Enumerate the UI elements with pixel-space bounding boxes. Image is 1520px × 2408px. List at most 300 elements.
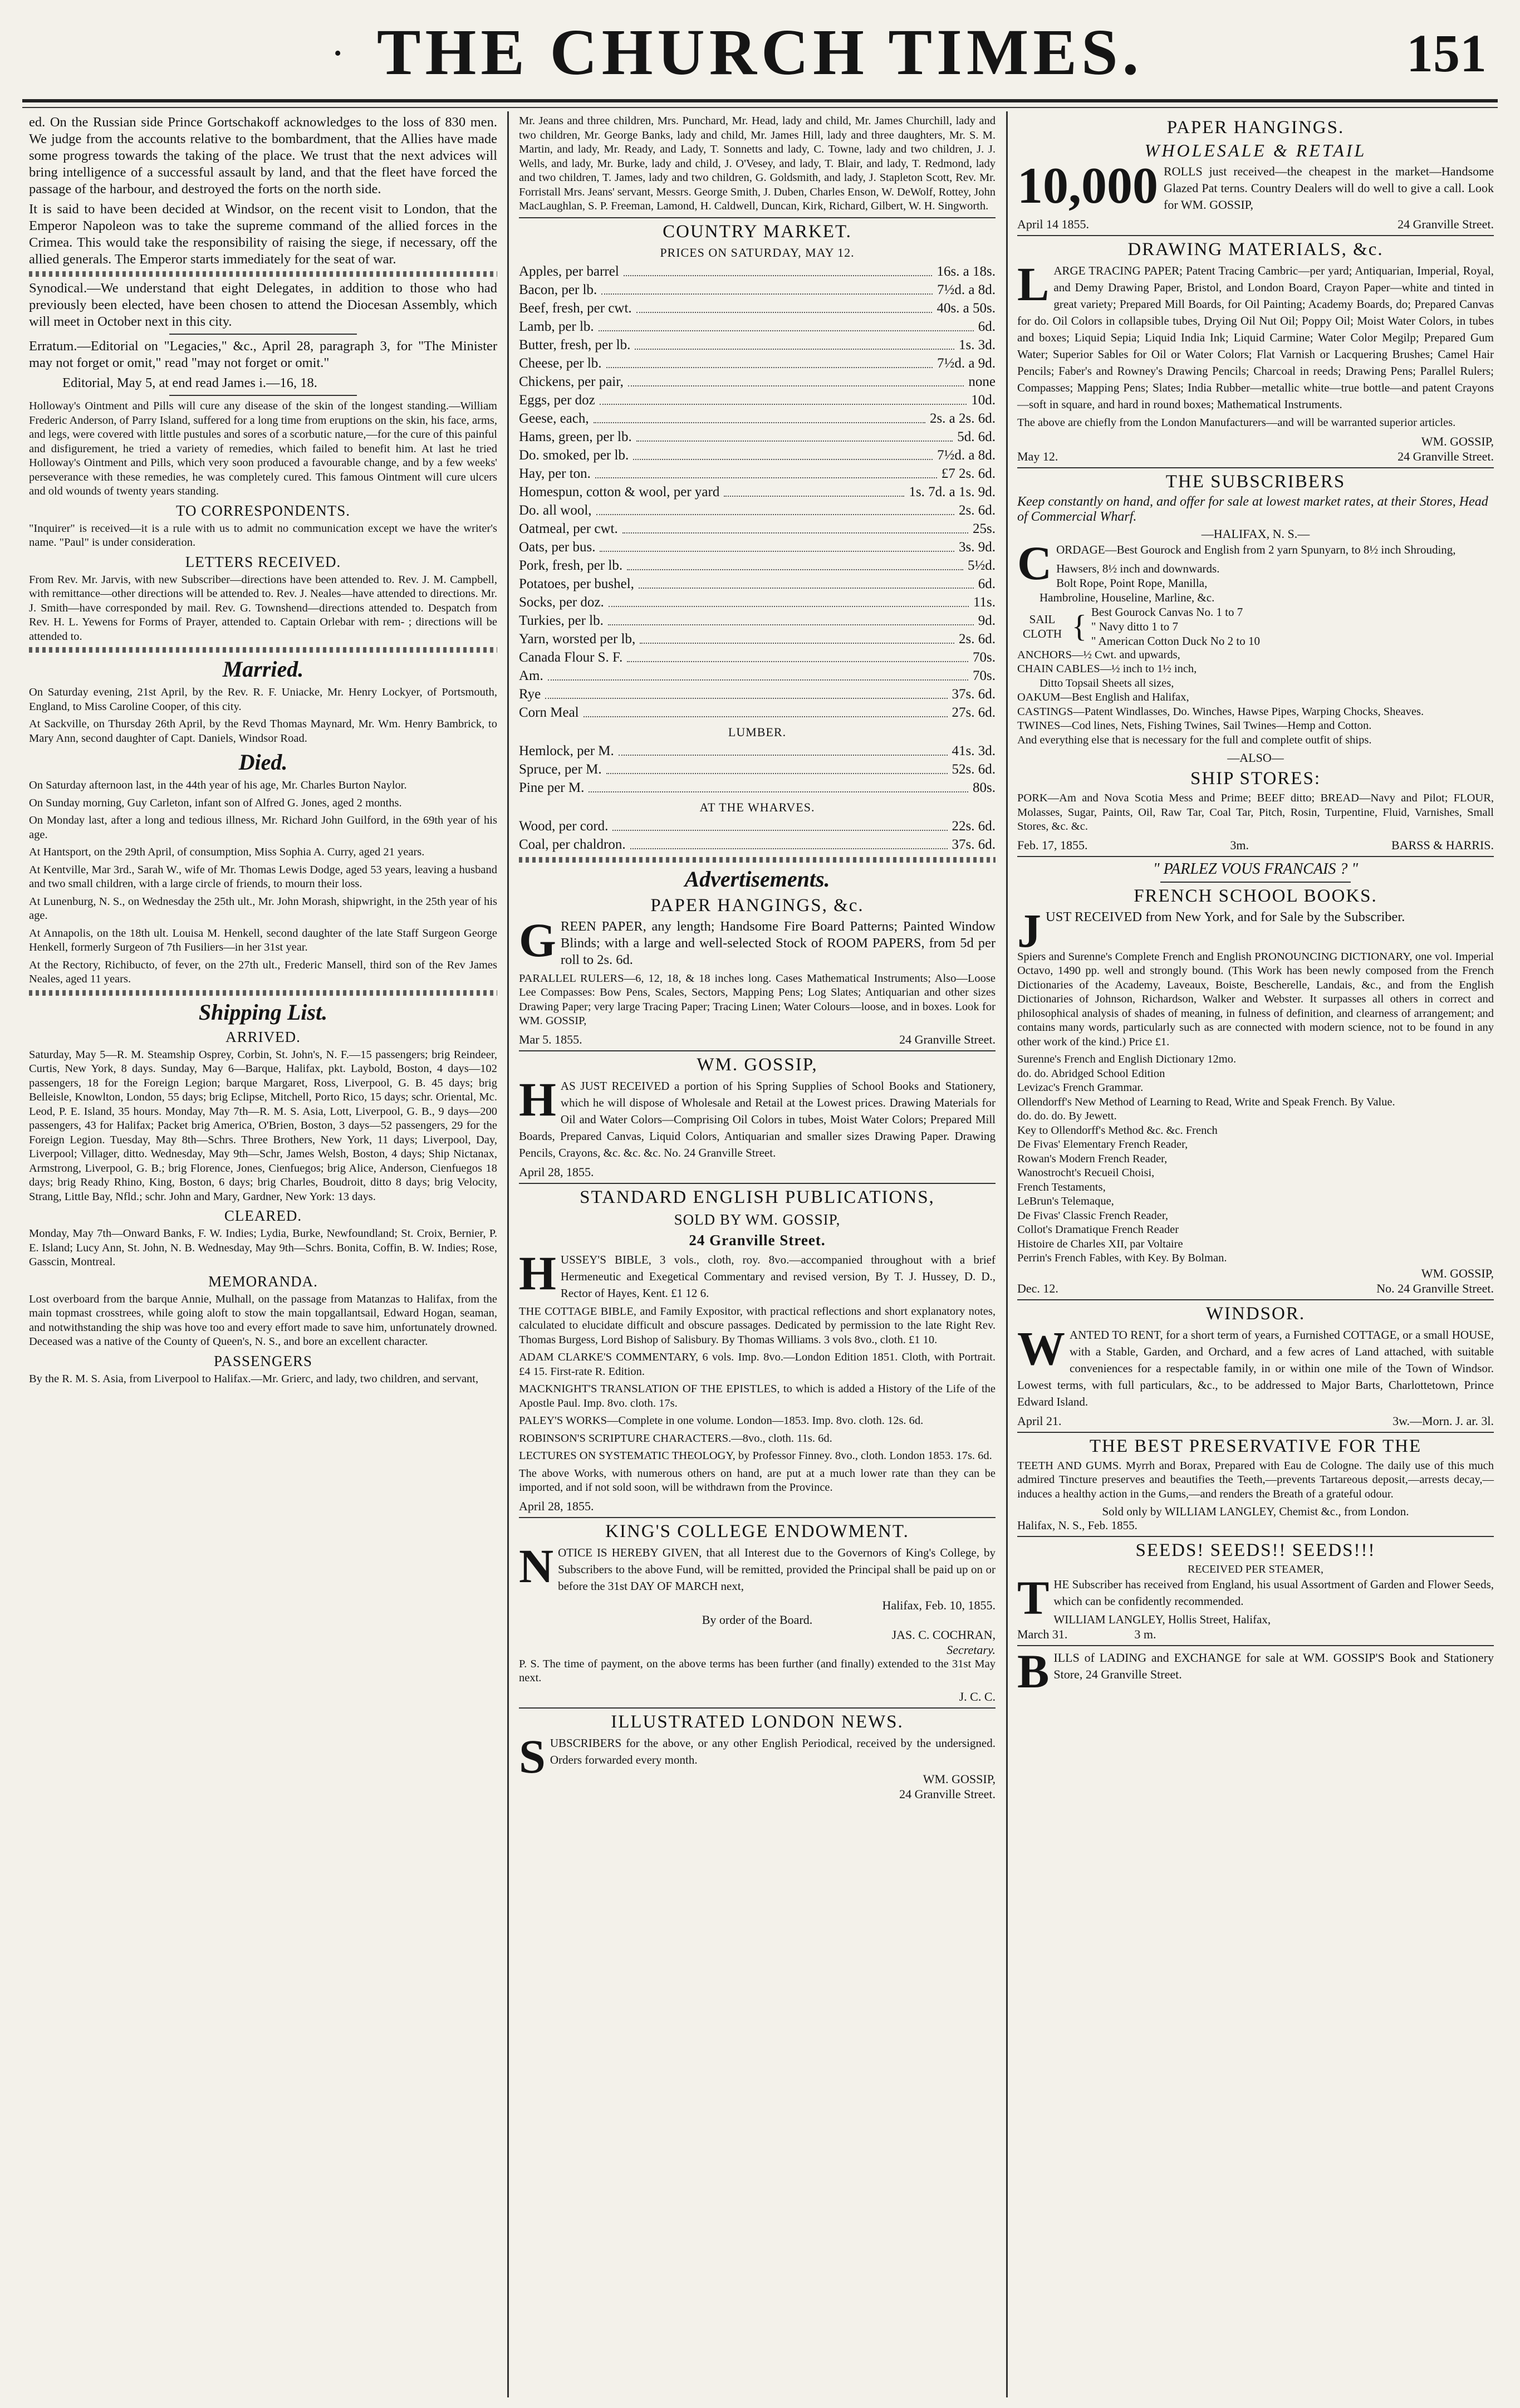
- lumber-heading: LUMBER.: [728, 725, 787, 739]
- price-row: [519, 354, 996, 373]
- leader-dots: [640, 630, 954, 644]
- subscribers-intro: Keep constantly on hand, and offer for sale at lowest market rates, at their Stores, Head of Commercial Wharf.: [1017, 494, 1488, 524]
- leader-dots: [619, 742, 948, 756]
- leader-dots: [601, 281, 933, 295]
- passengers-text: By the R. M. S. Asia, from Liverpool to Halifax.—Mr. Grierc, and lady, two children, and servant,: [29, 1372, 479, 1385]
- column-3: [1011, 114, 1501, 2395]
- memoranda-heading: MEMORANDA.: [208, 1272, 318, 1290]
- leader-dots: [627, 556, 963, 570]
- price-item: Hay, per ton.: [519, 466, 591, 481]
- column-divider: [1006, 111, 1008, 2397]
- seeds-subheading: RECEIVED PER STEAMER,: [1188, 1563, 1323, 1575]
- french-dictionary-text: Spiers and Surenne's Complete French and English PRONOUNCING DICTIONARY, one vol. Imperial Octavo, 1490 pp. well and strongly bound. (This Work has been newly composed from the French Dictionaries of the Academy, Laveaux, Boiste, Bescherelle, Landais, &c., and from the English Dictionaries of Johnson, Richardson, Walker and Webster. It surpasses all others in correct and philosophical analysis of shades of meaning, in fulness of definition, and clearness of arrangement; and contains many words, particularly such as are connected with modern science, not to be found in any other work of the kind.) Price £1.: [1017, 950, 1494, 1048]
- price-row: [519, 593, 996, 611]
- leader-dots: [606, 354, 933, 368]
- price-row: [519, 373, 996, 391]
- french-books-list: [1017, 1053, 1494, 1266]
- divider: [29, 647, 497, 653]
- french-book-item: do. do. do. By Jewett.: [1017, 1110, 1117, 1122]
- french-books-intro: UST RECEIVED from New York, and for Sale by the Subscriber.: [1046, 909, 1405, 924]
- leader-dots: [630, 835, 948, 849]
- passengers-continued: Mr. Jeans and three children, Mrs. Punchard, Mr. Head, lady and child, Mr. James Churchill, lady and two children, Mr. George Banks, lady and child, Mr. James Hill, lady and three daughters, Mr. S. M. Martin, and lady, Mr. Ready, and Lady, T. Sonnetts and lady, C. Towne, lady and two children, J. J. Wells, and lady, Mr. Burke, lady and child, J. O'Vesey, and lady, T. Blair, and lady, T. Redmond, lady and two children, T. James, lady and two children, G. Goldsmith, and lady, J. Stapleton Scott, Rev. Mr. Forristall Mrs. Jeans' servant, Messrs. George Smith, J. Duben, Charles Enson, W. DeWolf, Rottey, John MacLaughlan, S. P. Freeman, Lamond, H. Caldwell, Duncan, Kirk, Richard, Gilbert, W. H. Singworth.: [519, 115, 996, 212]
- subscribers-heading: THE SUBSCRIBERS: [1165, 471, 1346, 492]
- price-value: 7½d. a 8d.: [937, 447, 996, 463]
- price-value: 5½d.: [968, 557, 996, 573]
- dropcap-h: H: [519, 1072, 556, 1126]
- price-row: [519, 648, 996, 667]
- divider: [1017, 467, 1494, 468]
- parlez-heading: " PARLEZ VOUS FRANCAIS ? ": [1153, 860, 1359, 878]
- price-value: 70s.: [973, 668, 996, 683]
- leader-dots: [584, 703, 948, 717]
- price-row: [519, 779, 996, 797]
- dropcap-t: T: [1017, 1571, 1050, 1624]
- french-book-item: Perrin's French Fables, with Key. By Bolman.: [1017, 1252, 1227, 1264]
- died-entry: On Saturday afternoon last, in the 44th year of his age, Mr. Charles Burton Naylor.: [29, 779, 407, 791]
- dropcap-s: S: [519, 1729, 546, 1783]
- price-value: 27s. 6d.: [952, 704, 996, 720]
- price-value: 25s.: [973, 521, 996, 536]
- rolls-count: 10,000: [1017, 157, 1158, 214]
- price-value: 1s. 3d.: [959, 337, 996, 353]
- ships-item: TWINES—Cod lines, Nets, Fishing Twines, Sail Twines—Hemp and Cotton.: [1017, 720, 1372, 732]
- gossip-heading: WM. GOSSIP,: [697, 1054, 818, 1075]
- price-row: [519, 299, 996, 317]
- price-value: 52s. 6d.: [952, 761, 996, 777]
- advert-date: Mar 5. 1855.: [519, 1032, 582, 1046]
- drawing-materials-note: The above are chiefly from the London Manufacturers—and will be warranted superior articles.: [1017, 417, 1456, 429]
- price-value: 41s. 3d.: [952, 743, 996, 758]
- price-item: Do. all wool,: [519, 502, 592, 518]
- divider: [1017, 1645, 1494, 1646]
- price-item: Oatmeal, per cwt.: [519, 521, 618, 536]
- drawing-materials-heading: DRAWING MATERIALS, &c.: [1127, 239, 1384, 260]
- price-item: Pine per M.: [519, 780, 585, 795]
- paper-hangings-heading: PAPER HANGINGS.: [1166, 118, 1345, 138]
- dropcap-c: C: [1017, 536, 1052, 590]
- french-book-item: Key to Ollendorff's Method &c. &c. French: [1017, 1124, 1218, 1137]
- price-row: [519, 317, 996, 336]
- cloth-label: CLOTH: [1023, 627, 1062, 640]
- leader-dots: [589, 779, 968, 792]
- french-book-item: French Testaments,: [1017, 1181, 1106, 1193]
- advert-duration: 3m.: [1230, 838, 1249, 852]
- price-item: Coal, per chaldron.: [519, 836, 626, 852]
- best-preservative-text: TEETH AND GUMS. Myrrh and Borax, Prepared with Eau de Cologne. The daily use of this much admired Tincture preserves and beautifies the Teeth,—prevents Tartareous deposit,—arrests decay,—induces a healthy action in the Gums,—and renders the Breath of a grateful odour.: [1017, 1459, 1494, 1500]
- price-item: Do. smoked, per lb.: [519, 447, 629, 463]
- price-row: [519, 281, 996, 299]
- price-value: 10d.: [971, 392, 996, 408]
- price-item: Chickens, per pair,: [519, 374, 624, 389]
- advert-date: March 31.: [1017, 1627, 1068, 1641]
- brace-glyph: {: [1072, 609, 1087, 644]
- price-item: Spruce, per M.: [519, 761, 602, 777]
- french-book-item: do. do. Abridged School Edition: [1017, 1067, 1165, 1080]
- advert-signatory: WM. GOSSIP,: [1421, 434, 1494, 448]
- price-value: 16s. a 18s.: [936, 263, 996, 279]
- market-subheading: PRICES ON SATURDAY, MAY 12.: [660, 245, 855, 260]
- divider: [519, 1707, 996, 1709]
- advert-date: May 12.: [1017, 449, 1058, 463]
- french-book-item: De Fivas' Classic French Reader,: [1017, 1209, 1169, 1222]
- leader-dots: [606, 760, 948, 774]
- price-row: [519, 464, 996, 483]
- divider: [29, 990, 497, 996]
- also-label: —ALSO—: [1227, 751, 1284, 765]
- leader-dots: [628, 373, 964, 386]
- died-entry: At Hantsport, on the 29th April, of consumption, Miss Sophia A. Curry, aged 21 years.: [29, 846, 425, 858]
- synodical-notice: Synodical.—We understand that eight Delegates, in addition to those who had previously been elected, have been chosen to attend the Diocesan Assembly, which will meet in October next in this city.: [29, 281, 497, 329]
- column-2: [512, 114, 1002, 2395]
- died-entry: At the Rectory, Richibucto, of fever, on the 27th ult., Frederic Mansell, third son of the Rev James Neales, aged 11 years.: [29, 958, 497, 985]
- price-item: Potatoes, per bushel,: [519, 576, 634, 591]
- price-item: Socks, per doz.: [519, 594, 604, 610]
- correspondents-text: "Inquirer" is received—it is a rule with us to admit no communication except we have the writer's name. "Paul" is under consideration.: [29, 522, 497, 549]
- leader-dots: [612, 817, 947, 831]
- dropcap-n: N: [519, 1539, 554, 1593]
- bills-text: ILLS of LADING and EXCHANGE for sale at WM. GOSSIP'S Book and Stationery Store, 24 Granville Street.: [1053, 1651, 1494, 1681]
- price-value: 7½d. a 8d.: [937, 282, 996, 297]
- paper-hangings-heading: PAPER HANGINGS, &c.: [650, 895, 864, 916]
- leader-dots: [595, 464, 937, 478]
- sail-cloth-item: " Navy ditto 1 to 7: [1091, 619, 1179, 633]
- price-item: Lamb, per lb.: [519, 319, 594, 334]
- ships-item: CASTINGS—Patent Windlasses, Do. Winches, Hawse Pipes, Warping Chocks, Sheaves.: [1017, 705, 1424, 718]
- price-item: Homespun, cotton & wool, per yard: [519, 484, 720, 500]
- best-preservative-seller: Sold only by WILLIAM LANGLEY, Chemist &c., from London.: [1102, 1505, 1409, 1518]
- french-book-item: Histoire de Charles XII, par Voltaire: [1017, 1237, 1183, 1250]
- arrived-heading: ARRIVED.: [225, 1028, 301, 1045]
- wharves-price-list: [519, 817, 996, 854]
- ship-stores-text: PORK—Am and Nova Scotia Mess and Prime; BEEF ditto; BREAD—Navy and Pilot; FLOUR, Molasses, Sugar, Paints, Oil, Raw Tar, Coal Tar, Pitch, Rosin, Turpentine, Fluid, Varnishes, Small Stores, &c. &c.: [1017, 792, 1494, 833]
- sail-label: SAIL: [1029, 612, 1056, 626]
- price-item: Geese, each,: [519, 410, 589, 426]
- price-item: Eggs, per doz: [519, 392, 595, 408]
- price-row: [519, 611, 996, 630]
- standard-publications-subheading: SOLD BY WM. GOSSIP,: [674, 1211, 841, 1228]
- price-value: 80s.: [973, 780, 996, 795]
- french-book-item: Ollendorff's New Method of Learning to Read, Write and Speak French. By Value.: [1017, 1095, 1395, 1108]
- price-value: 40s. a 50s.: [936, 300, 996, 316]
- erratum: Erratum.—Editorial on "Legacies," &c., April 28, paragraph 3, for "The Minister may not forget or omit," read "may not forget or omit.": [29, 339, 497, 370]
- leader-dots: [622, 520, 968, 534]
- price-item: Turkies, per lb.: [519, 613, 604, 628]
- kings-college-text: OTICE IS HEREBY GIVEN, that all Interest due to the Governors of King's College, by Subscribers to the above Fund, will be remitted, provided the Principal shall be paid up on or before the 31st DAY OF MARCH next,: [558, 1545, 996, 1593]
- price-item: Wood, per cord.: [519, 818, 609, 834]
- divider: [169, 334, 356, 335]
- memoranda-text: Lost overboard from the barque Annie, Mulhall, on the passage from Matanzas to Halifax, from the main topmast crosstrees, while going aloft to stow the main topgallantsail, Edward Hogan, seaman, and notwithstanding the ship was hove too and every effort made to save him, unfortunately drowned. Deceased was a native of the County of Queen's, N. S., and bore an excellent character.: [29, 1293, 497, 1348]
- french-book-item: De Fivas' Elementary French Reader,: [1017, 1138, 1188, 1151]
- price-row: [519, 685, 996, 703]
- price-value: 2s. a 2s. 6d.: [929, 410, 996, 426]
- leader-dots: [600, 538, 954, 552]
- price-item: Apples, per barrel: [519, 263, 619, 279]
- dropcap-h: H: [519, 1246, 556, 1300]
- leader-dots: [724, 483, 904, 497]
- leader-dots: [635, 336, 954, 350]
- price-value: 11s.: [973, 594, 996, 610]
- masthead-title: THE CHURCH TIMES.: [376, 16, 1144, 89]
- price-row: [519, 667, 996, 685]
- price-item: Butter, fresh, per lb.: [519, 337, 631, 353]
- french-book-item: Surenne's French and English Dictionary 12mo.: [1017, 1053, 1237, 1065]
- masthead: [22, 10, 1498, 94]
- french-book-item: Levizac's French Grammar.: [1017, 1081, 1144, 1094]
- leader-dots: [545, 685, 947, 699]
- leader-dots: [600, 391, 967, 405]
- advert-date: April 21.: [1017, 1413, 1062, 1428]
- divider: [29, 271, 497, 277]
- price-row: [519, 703, 996, 722]
- price-value: 37s. 6d.: [952, 686, 996, 702]
- dropcap-g: G: [519, 913, 556, 967]
- price-value: 22s. 6d.: [952, 818, 996, 834]
- kings-postscript: P. S. The time of payment, on the above terms has been further (and finally) extended to the 31st May next.: [519, 1657, 996, 1684]
- windsor-news: It is said to have been decided at Windsor, on the recent visit to London, that the Emperor Napoleon was to take the supreme command of the allied forces in the Crimea. This would take the responsibility of raising the siege, if necessary, off the allied generals. The Emperor starts immediately for the seat of war.: [29, 202, 497, 267]
- parallel-rulers-text: PARALLEL RULERS—6, 12, 18, & 18 inches long. Cases Mathematical Instruments; Also—Loose Lee Compasses: Bow Pens, Scales, Sectors, Mapping Pens; Log Slates; Antiquarian and other sizes Drawing Paper; very large Tracing Paper; Tracing Linen; Water Colours—loose, and in boxes. Look for WM. GOSSIP,: [519, 972, 996, 1027]
- advert-date: Halifax, N. S., Feb. 1855.: [1017, 1519, 1137, 1532]
- divider: [1017, 1432, 1494, 1433]
- married-heading: Married.: [222, 657, 304, 682]
- holloway-advert: Holloway's Ointment and Pills will cure any disease of the skin of the longest standing.—William Frederic Anderson, of Parry Island, suffered for a long time from eruptions on the skin, his face, arms, and legs, were covered with little pustules and sores of a scorbutic nature,—for the cure of this painful and disfigurement, he tried a variety of remedies, which failed to benefit him. At last he tried Holloway's Ointment and Pills, which very soon produced a favourable change, and by a few weeks' perseverance with these remedies, he was completely cured. This famous Ointment will cure ulcers and old wounds of twenty years standing.: [29, 400, 497, 497]
- masthead-rule-thin: [22, 107, 1498, 108]
- price-row: [519, 446, 996, 464]
- letters-text: From Rev. Mr. Jarvis, with new Subscriber—directions have been attended to. Rev. J. M. Campbell, with remittance—other directions will be attended to. Rev. J. Neales—have attended to directions. Mr. J. Smith—have corresponded by mail. Rev. G. Townshend—directions attended to. Despatch from Rev. H. L. Yewens for Forms of Prayer, attended to. Captain Orlebar with rem- ; directions will be attended to.: [29, 573, 497, 643]
- died-entry: At Kentville, Mar 3rd., Sarah W., wife of Mr. Thomas Lewis Dodge, aged 53 years, leaving a husband and two small children, with a large circle of friends, to mourn their loss.: [29, 863, 497, 890]
- price-row: [519, 630, 996, 648]
- divider: [1160, 882, 1351, 883]
- illustrated-london-news-text: UBSCRIBERS for the above, or any other English Periodical, received by the undersigned. Orders forwarded every month.: [550, 1736, 996, 1766]
- french-book-item: Wanostrocht's Recueil Choisi,: [1017, 1167, 1155, 1179]
- price-value: 6d.: [978, 576, 996, 591]
- hussey-bible-text: USSEY'S BIBLE, 3 vols., cloth, roy. 8vo.—accompanied throughout with a brief Hermeneutic and Exegetical Commentary and revised version, By T. J. Hussey, D. D., Rector of Hayes, Kent. £1 12 6.: [560, 1252, 996, 1300]
- ships-item: Ditto Topsail Sheets all sizes,: [1040, 677, 1174, 689]
- sail-cloth-block: [1017, 605, 1494, 648]
- lumber-price-list: [519, 742, 996, 797]
- advert-address: 24 Granville Street.: [899, 1787, 996, 1801]
- divider: [1017, 1536, 1494, 1537]
- died-entry: On Sunday morning, Guy Carleton, infant son of Alfred G. Jones, aged 2 months.: [29, 796, 402, 809]
- advert-address: 24 Granville Street.: [899, 1032, 996, 1046]
- price-item: Oats, per bus.: [519, 539, 596, 555]
- advert-address: No. 24 Granville Street.: [1376, 1281, 1494, 1295]
- kings-college-heading: KING'S COLLEGE ENDOWMENT.: [605, 1521, 909, 1541]
- leader-dots: [636, 428, 953, 442]
- advert-date: April 28, 1855.: [519, 1499, 594, 1513]
- price-row: [519, 835, 996, 854]
- leader-dots: [594, 409, 925, 423]
- erratum-2: Editorial, May 5, at end read James i.—16, 18.: [62, 375, 317, 390]
- divider: [519, 1050, 996, 1051]
- leader-dots: [636, 299, 933, 313]
- price-row: [519, 556, 996, 575]
- advert-date: April 14 1855.: [1017, 217, 1089, 231]
- subscribers-location: —HALIFAX, N. S.—: [1201, 526, 1310, 541]
- price-item: Canada Flour S. F.: [519, 649, 623, 665]
- arrived-text: Saturday, May 5—R. M. Steamship Osprey, Corbin, St. John's, N. F.—15 passengers; brig Reindeer, Curtis, New York, 8 days. Sunday, May 6—Barque, Halifax, pkt. Laybold, Boston, 4 days—102 passengers, 18 for the Foreign Legion; barque Margaret, Ross, Liverpool, G. B. 45 days; brig Belleisle, Knowlton, London, 55 days; brig Eclipse, Mitchell, Porto Rico, 15 days; schr. Oriental, Mc. Leod, P. E. Island, 35 hours. Monday, May 7th—R. M. S. Asia, Lott, Liverpool, G. B., 9 days—200 passengers, 43 for Halifax; Packet brig America, O'Brien, Boston, 3 days—52 passengers, 29 for the Foreign Legion. Tuesday, May 8th—Schrs. Three Brothers, New York, 11 days; Liverpool, Day, Liverpool; Villager, ditto. Wednesday, May 9th—Schr, James Welsh, Boston, 4 days; Ship Nictanax, Armstrong, Liverpool, G. B.; brig Florence, Jones, Cienfuegos; brig Alice, Anderson, Cienfuegos 18 days; brig Ready Rhino, King, Boston, 6 days; brig Charles, Boudroit, ditto 8 days; brig Velocity, Strang, Little Bay, Nfld.; schr. John and Mary, Gardner, New York: 13 days.: [29, 1048, 497, 1203]
- correspondents-heading: TO CORRESPONDENTS.: [175, 502, 351, 519]
- divider: [1017, 1299, 1494, 1300]
- price-row: [519, 817, 996, 835]
- price-value: 2s. 6d.: [959, 502, 996, 518]
- standard-publications-heading: STANDARD ENGLISH PUBLICATIONS,: [580, 1187, 935, 1207]
- advert-signatory: BARSS & HARRIS.: [1391, 838, 1494, 852]
- publication-item: ROBINSON'S SCRIPTURE CHARACTERS.—8vo., cloth. 11s. 6d.: [519, 1432, 832, 1445]
- seeds-text: HE Subscriber has received from England, his usual Assortment of Garden and Flower Seeds, which can be confidently recommended.: [1053, 1578, 1494, 1608]
- price-item: Cheese, per lb.: [519, 355, 602, 371]
- price-row: [519, 391, 996, 409]
- price-item: Beef, fresh, per cwt.: [519, 300, 632, 316]
- price-value: 2s. 6d.: [959, 631, 996, 647]
- leader-dots: [608, 611, 974, 625]
- price-item: Pork, fresh, per lb.: [519, 557, 623, 573]
- price-value: 7½d. a 9d.: [937, 355, 996, 371]
- divider: [519, 1517, 996, 1518]
- shipping-heading: Shipping List.: [198, 999, 328, 1025]
- publication-item: MACKNIGHT'S TRANSLATION OF THE EPISTLES, to which is added a History of the Life of the Apostle Paul. Imp. 8vo. cloth. 17s.: [519, 1383, 996, 1409]
- price-item: Hemlock, per M.: [519, 743, 614, 758]
- advert-duration: 3w.—Morn. J. ar. 3l.: [1392, 1413, 1494, 1428]
- seeds-heading: SEEDS! SEEDS!! SEEDS!!!: [1135, 1540, 1376, 1560]
- price-row: [519, 428, 996, 446]
- price-row: [519, 483, 996, 501]
- price-row: [519, 501, 996, 520]
- advertisements-heading: Advertisements.: [684, 866, 830, 892]
- french-book-item: Rowan's Modern French Reader,: [1017, 1152, 1168, 1165]
- publication-item: ADAM CLARKE'S COMMENTARY, 6 vols. Imp. 8vo.—London Edition 1851. Cloth, with Portrait. £4 15. First-rate R. Edition.: [519, 1351, 996, 1378]
- wholesale-retail: WHOLESALE & RETAIL: [1144, 140, 1367, 160]
- price-value: 9d.: [978, 613, 996, 628]
- divider: [519, 1183, 996, 1184]
- advert-duration: 3 m.: [1134, 1627, 1156, 1641]
- cordage-item: Hawsers, 8½ inch and downwards.: [1056, 561, 1220, 575]
- price-row: [519, 760, 996, 779]
- price-item: Am.: [519, 668, 543, 683]
- sail-cloth-item: Best Gourock Canvas No. 1 to 7: [1091, 605, 1243, 619]
- publication-item: PALEY'S WORKS—Complete in one volume. London—1853. Imp. 8vo. cloth. 12s. 6d.: [519, 1415, 924, 1427]
- price-item: Hams, green, per lb.: [519, 429, 632, 444]
- advert-address: 24 Granville Street.: [1398, 449, 1494, 463]
- publication-item: THE COTTAGE BIBLE, and Family Expositor, with practical reflections and short explanatory notes, calculated to elucidate difficult and obscure passages. Dedicated by permission to the late Right Rev. Thomas Burgess, Lord Bishop of Salisbury. By Thomas Williams. 3 vols 8vo., cloth. £1 10.: [519, 1305, 996, 1346]
- price-value: 37s. 6d.: [952, 836, 996, 852]
- crimea-news: ed. On the Russian side Prince Gortschakoff acknowledges to the loss of 830 men. We judge from the accounts relative to the bombardment, that the Allies have made some progress towards the taking of the place. We trust that the next advices will bring intelligence of a successful assault by land, and that the fleet have forced the passage of the harbour, and destroyed the forts on the north side.: [29, 115, 497, 197]
- price-item: Corn Meal: [519, 704, 579, 720]
- price-value: 3s. 9d.: [959, 539, 996, 555]
- french-book-item: Collot's Dramatique French Reader: [1017, 1223, 1179, 1236]
- dropcap-w: W: [1017, 1321, 1065, 1375]
- gossip-text: AS JUST RECEIVED a portion of his Spring Supplies of School Books and Stationery, which he will dispose of Wholesale and Retail at the Lowest prices. Drawing Materials for Oil and Water Colors—Comprising Oil Colors in tubes, Moist Water Colors; Prepared Mill Boards, Prepared Canvas, Liquid Colors, Antiquarian and smaller sizes Drawing Paper. Drawing Pencils, Crayons, &c. &c. &c. No. 24 Granville Street.: [519, 1079, 996, 1159]
- leader-dots: [596, 501, 954, 515]
- cleared-heading: CLEARED.: [224, 1207, 302, 1224]
- french-book-item: LeBrun's Telemaque,: [1017, 1195, 1114, 1207]
- kings-date: Halifax, Feb. 10, 1855.: [882, 1598, 996, 1612]
- outfit-note: And everything else that is necessary for the full and complete outfit of ships.: [1017, 733, 1372, 746]
- page-number: 151: [1406, 23, 1487, 83]
- rolls-text: ROLLS just received—the cheapest in the market—Handsome Glazed Pat terns. Country Dealers will do well to give a call. Look for WM. GOSSIP,: [1164, 164, 1494, 212]
- advert-signatory: WM. GOSSIP,: [1421, 1266, 1494, 1280]
- price-item: Rye: [519, 686, 541, 702]
- price-row: [519, 336, 996, 354]
- kings-title: Secretary.: [947, 1642, 996, 1657]
- advert-date: Dec. 12.: [1017, 1281, 1058, 1295]
- died-heading: Died.: [238, 750, 288, 775]
- married-entry: On Saturday evening, 21st April, by the Rev. R. F. Uniacke, Mr. Henry Lockyer, of Portsmouth, England, to Miss Caroline Cooper, of this city.: [29, 686, 497, 713]
- price-value: 6d.: [978, 319, 996, 334]
- wharves-heading: AT THE WHARVES.: [699, 800, 815, 814]
- advert-date: Feb. 17, 1855.: [1017, 838, 1088, 852]
- price-row: [519, 262, 996, 281]
- masthead-mark: •: [334, 42, 342, 65]
- market-price-list: [519, 262, 996, 722]
- price-row: [519, 742, 996, 760]
- divider: [169, 395, 356, 396]
- french-books-heading: FRENCH SCHOOL BOOKS.: [1134, 885, 1377, 906]
- advert-date: April 28, 1855.: [519, 1164, 594, 1179]
- illustrated-london-news-heading: ILLUSTRATED LONDON NEWS.: [611, 1711, 904, 1732]
- advert-address: 24 Granville Street.: [1398, 217, 1494, 231]
- ships-item: CHAIN CABLES—½ inch to 1½ inch,: [1017, 663, 1197, 675]
- advert-signatory: WM. GOSSIP,: [923, 1771, 996, 1786]
- died-entry: At Lunenburg, N. S., on Wednesday the 25th ult., Mr. John Morash, shipwright, in the 25th year of his age.: [29, 895, 497, 922]
- divider: [519, 857, 996, 863]
- passengers-heading: PASSENGERS: [213, 1352, 313, 1369]
- dropcap-l: L: [1017, 257, 1050, 311]
- windsor-rent-text: ANTED TO RENT, for a short term of years, a Furnished COTTAGE, or a small HOUSE, with a Stable, Garden, and Orchard, and a few acres of Land attached, with suitable conveniences for a respectable family, in or within one mile of the Town of Windsor. Lowest terms, with full particulars, &c., to be addressed to Major Barts, Charlottetown, Prince Edward Island.: [1017, 1328, 1494, 1408]
- publication-item: LECTURES ON SYSTEMATIC THEOLOGY, by Professor Finney. 8vo., cloth. London 1853. 17s. 6d.: [519, 1450, 992, 1462]
- cordage-item: Hambroline, Houseline, Marline, &c.: [1040, 590, 1215, 604]
- divider: [519, 217, 996, 218]
- price-item: Bacon, per lb.: [519, 282, 597, 297]
- price-value: 5d. 6d.: [957, 429, 996, 444]
- column-1: [22, 114, 504, 2395]
- windsor-heading: WINDSOR.: [1205, 1303, 1306, 1324]
- cleared-text: Monday, May 7th—Onward Banks, F. W. Indies; Lydia, Burke, Newfoundland; St. Croix, Bernier, P. E. Island; Lucy Ann, St. John, N. B. Wednesday, May 9th—Schrs. Bonita, Coffin, B. W. Indies; Rose, Gasscin, Montreal.: [29, 1227, 497, 1268]
- cordage-item: Bolt Rope, Point Rope, Manilla,: [1056, 576, 1208, 590]
- market-heading: COUNTRY MARKET.: [663, 221, 852, 242]
- price-row: [519, 538, 996, 556]
- ship-stores-heading: SHIP STORES:: [1190, 769, 1321, 789]
- masthead-rule: [22, 99, 1498, 102]
- leader-dots: [599, 317, 974, 331]
- leader-dots: [633, 446, 933, 460]
- drawing-materials-text: ARGE TRACING PAPER; Patent Tracing Cambric—per yard; Antiquarian, Imperial, Royal, and Demy Drawing Paper, Bristol, and London Board, Crayon Paper—white and tinted in great variety; Prepared Mill Boards, for Oil Painting; Academy Boards, do; Prepared Canvas for do. Oil Colors in collapsible tubes, Drying Oil Nut Oil; Poppy Oil; Moist Water Colors, in tubes and boxes; Liquid Sepia; Liquid India Ink; Liquid Carmine; Water Color Megilp; Prepared Gum Water; Superior Sables for Oil or Water Colors; Flat Varnish or Lacquering Brushes; Camel Hair Pencils; Faber's and Rowney's Drawing Pencils; Charcoal in reeds; Drawing Pens; Parallel Rulers; Compasses; Mapping Pens; Slates; India Rubber—metallic white—true bottle—and patent Crayons—soft in square, and hard in round boxes; Mathematical Instruments.: [1017, 264, 1494, 411]
- ships-item: OAKUM—Best English and Halifax,: [1017, 691, 1189, 703]
- kings-order: By order of the Board.: [702, 1612, 813, 1627]
- sail-cloth-item: " American Cotton Duck No 2 to 10: [1091, 634, 1261, 648]
- letters-heading: LETTERS RECEIVED.: [185, 553, 341, 570]
- price-value: 70s.: [973, 649, 996, 665]
- cordage-text: ORDAGE—Best Gourock and English from 2 yarn Spunyarn, to 8½ inch Shrouding,: [1056, 542, 1456, 556]
- price-value: none: [968, 374, 996, 389]
- price-item: Yarn, worsted per lb,: [519, 631, 636, 647]
- best-preservative-heading: THE BEST PRESERVATIVE FOR THE: [1089, 1436, 1422, 1456]
- publication-item: The above Works, with numerous others on hand, are put at a much lower rate than they can be imported, and if not sold soon, will be withdrawn from the Province.: [519, 1467, 996, 1494]
- dropcap-b: B: [1017, 1645, 1050, 1698]
- seeds-seller: WILLIAM LANGLEY, Hollis Street, Halifax,: [1053, 1613, 1271, 1626]
- leader-dots: [548, 667, 968, 681]
- divider: [1017, 856, 1494, 857]
- leader-dots: [627, 648, 968, 662]
- leader-dots: [609, 593, 969, 607]
- standard-publications-address: 24 Granville Street.: [689, 1231, 826, 1249]
- price-value: 1s. 7d. a 1s. 9d.: [909, 484, 996, 500]
- leader-dots: [639, 575, 974, 589]
- died-entry: On Monday last, after a long and tedious illness, Mr. Richard John Guilford, in the 69th year of his age.: [29, 814, 497, 841]
- column-divider: [507, 111, 509, 2397]
- divider: [1017, 235, 1494, 236]
- kings-signatory: JAS. C. COCHRAN,: [891, 1627, 996, 1642]
- leader-dots: [624, 262, 933, 276]
